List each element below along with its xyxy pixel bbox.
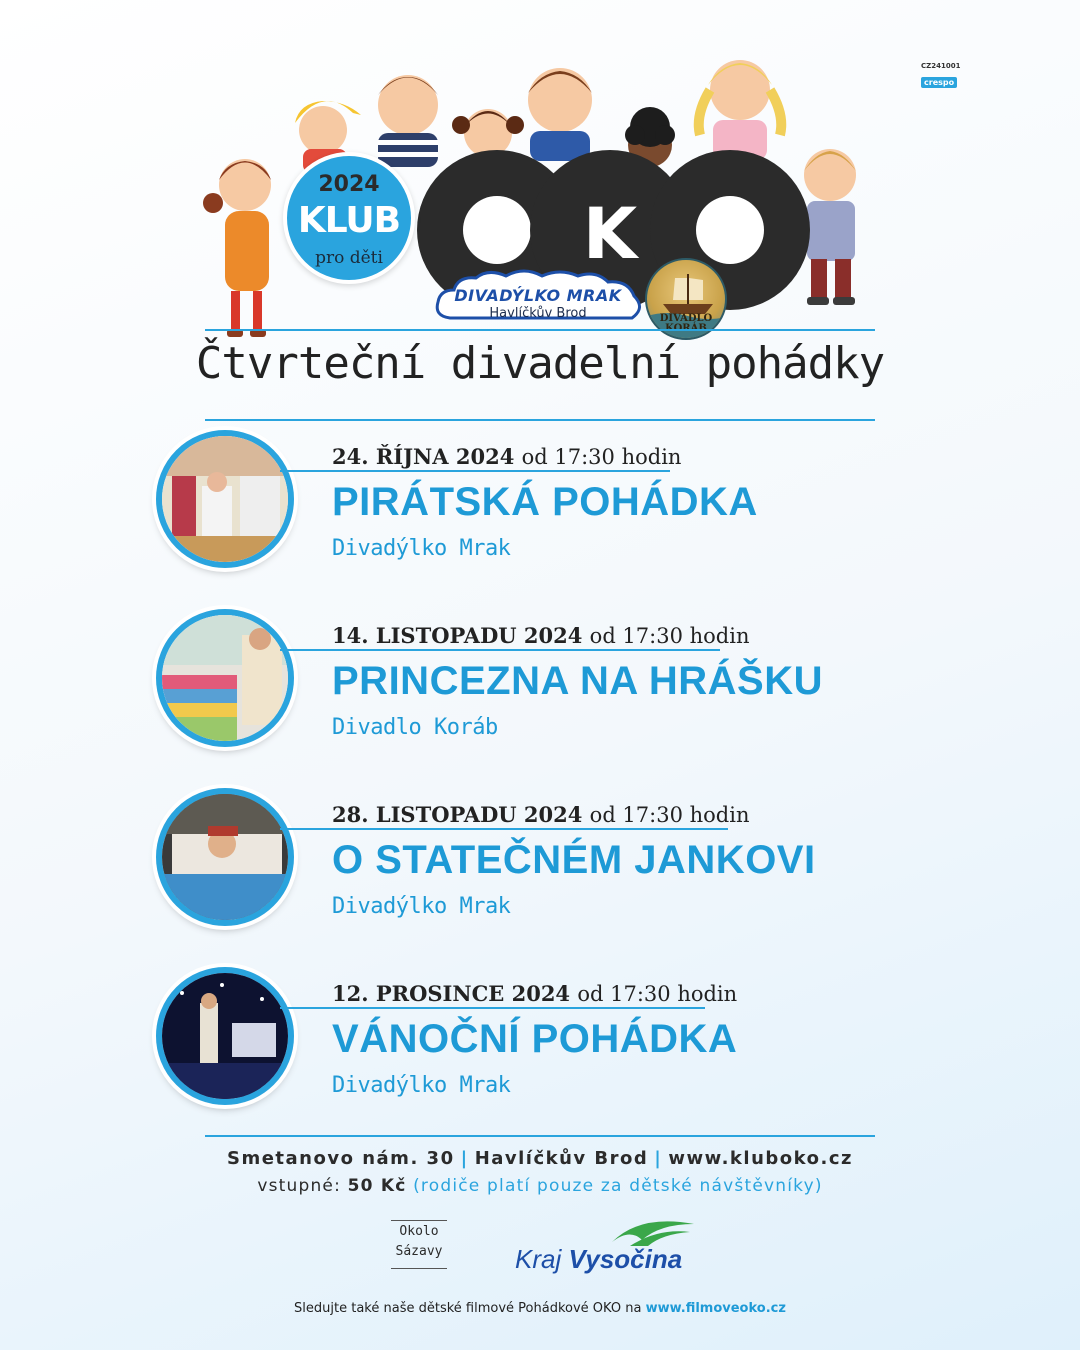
- korab-line1: DIVADLO: [659, 313, 713, 324]
- event-company: Divadlo Koráb: [332, 715, 498, 740]
- bottom-note-text: Sledujte také naše dětské filmové Pohádkové OKO na: [294, 1301, 642, 1316]
- klub-subtitle: pro děti: [315, 248, 383, 268]
- oko-letter-o-left-hole: [463, 196, 531, 264]
- address-city: Havlíčkův Brod: [474, 1148, 649, 1169]
- okolo-sazavy-logo: [386, 1222, 452, 1262]
- event-time-text: od 17:30 hodin: [589, 624, 750, 648]
- event-time-text: od 17:30 hodin: [521, 445, 682, 469]
- event-company: Divadýlko Mrak: [332, 894, 511, 919]
- event-date: [332, 444, 681, 469]
- boy-striped-figure: [378, 75, 438, 167]
- event-date-text: 14. LISTOPADU 2024: [332, 623, 583, 648]
- filmoveoko-link[interactable]: www.filmoveoko.cz: [645, 1301, 786, 1316]
- event-date-underline: [280, 828, 728, 830]
- entry-label: vstupné:: [257, 1176, 342, 1196]
- okolo-line1: Okolo: [399, 1224, 439, 1239]
- bottom-note: [140, 1301, 940, 1316]
- kraj-name: Vysočina: [568, 1244, 683, 1274]
- venue-address: Smetanovo nám. 30 | Havlíčkův Brod | www.kluboko.cz: [227, 1148, 853, 1169]
- klub-year: 2024: [318, 172, 380, 197]
- kraj-vysocina-logo: [515, 1244, 682, 1275]
- page-title: Čtvrteční divadelní pohádky: [195, 338, 885, 389]
- event-date-underline: [280, 1007, 705, 1009]
- oko-letter-o-right-hole: [696, 196, 764, 264]
- event-date-text: 12. PROSINCE 2024: [332, 981, 571, 1006]
- boy-center-figure: [528, 68, 592, 161]
- kraj-prefix: Kraj: [515, 1244, 562, 1274]
- girl-left-figure: [203, 159, 271, 337]
- footer-rule: [205, 1135, 875, 1137]
- event-date: [332, 623, 749, 648]
- okolo-line-top: [391, 1220, 447, 1221]
- event-date: [332, 981, 737, 1006]
- event-photo-pirate: [156, 430, 294, 568]
- event-time-text: od 17:30 hodin: [577, 982, 738, 1006]
- event-title: PRINCEZNA NA HRÁŠKU: [332, 659, 823, 703]
- event-company: Divadýlko Mrak: [332, 536, 511, 561]
- okolo-line-bottom: [391, 1268, 447, 1269]
- event-date: [332, 802, 749, 827]
- oko-letter-k: K: [582, 193, 638, 275]
- entry-price: 50 Kč: [347, 1176, 407, 1196]
- divadylko-mrak-title: DIVADÝLKO MRAK: [454, 286, 622, 305]
- event-title: VÁNOČNÍ POHÁDKA: [332, 1017, 738, 1061]
- entry-fee: [140, 1176, 940, 1196]
- crespo-badge: crespo: [921, 77, 957, 88]
- title-rule-bottom: [205, 419, 875, 421]
- website-link[interactable]: www.kluboko.cz: [668, 1148, 853, 1169]
- okolo-line2: Sázavy: [395, 1244, 443, 1259]
- event-time-text: od 17:30 hodin: [589, 803, 750, 827]
- event-photo-princess: [156, 609, 294, 747]
- event-date-text: 24. ŘÍJNA 2024: [332, 444, 515, 469]
- girl-blond-figure: [699, 60, 782, 160]
- address-street: Smetanovo nám. 30: [227, 1148, 455, 1169]
- divadylko-mrak-city: Havlíčkův Brod: [489, 306, 587, 321]
- boy-right-figure: [804, 149, 856, 305]
- event-title: O STATEČNÉM JANKOVI: [332, 838, 816, 882]
- klub-word: KLUB: [297, 200, 401, 241]
- entry-note: (rodiče platí pouze za dětské návštěvníky): [413, 1176, 823, 1196]
- event-date-underline: [280, 649, 720, 651]
- crespo-logo: [921, 62, 961, 89]
- event-date-underline: [280, 470, 670, 472]
- event-company: Divadýlko Mrak: [332, 1073, 511, 1098]
- event-date-text: 28. LISTOPADU 2024: [332, 802, 583, 827]
- event-photo-christmas: [156, 967, 294, 1105]
- event-photo-janek: [156, 788, 294, 926]
- crespo-code: CZ241001: [921, 62, 961, 70]
- event-title: PIRÁTSKÁ POHÁDKA: [332, 480, 758, 524]
- divadlo-korab-label: [645, 314, 727, 334]
- title-rule-top: [205, 329, 875, 331]
